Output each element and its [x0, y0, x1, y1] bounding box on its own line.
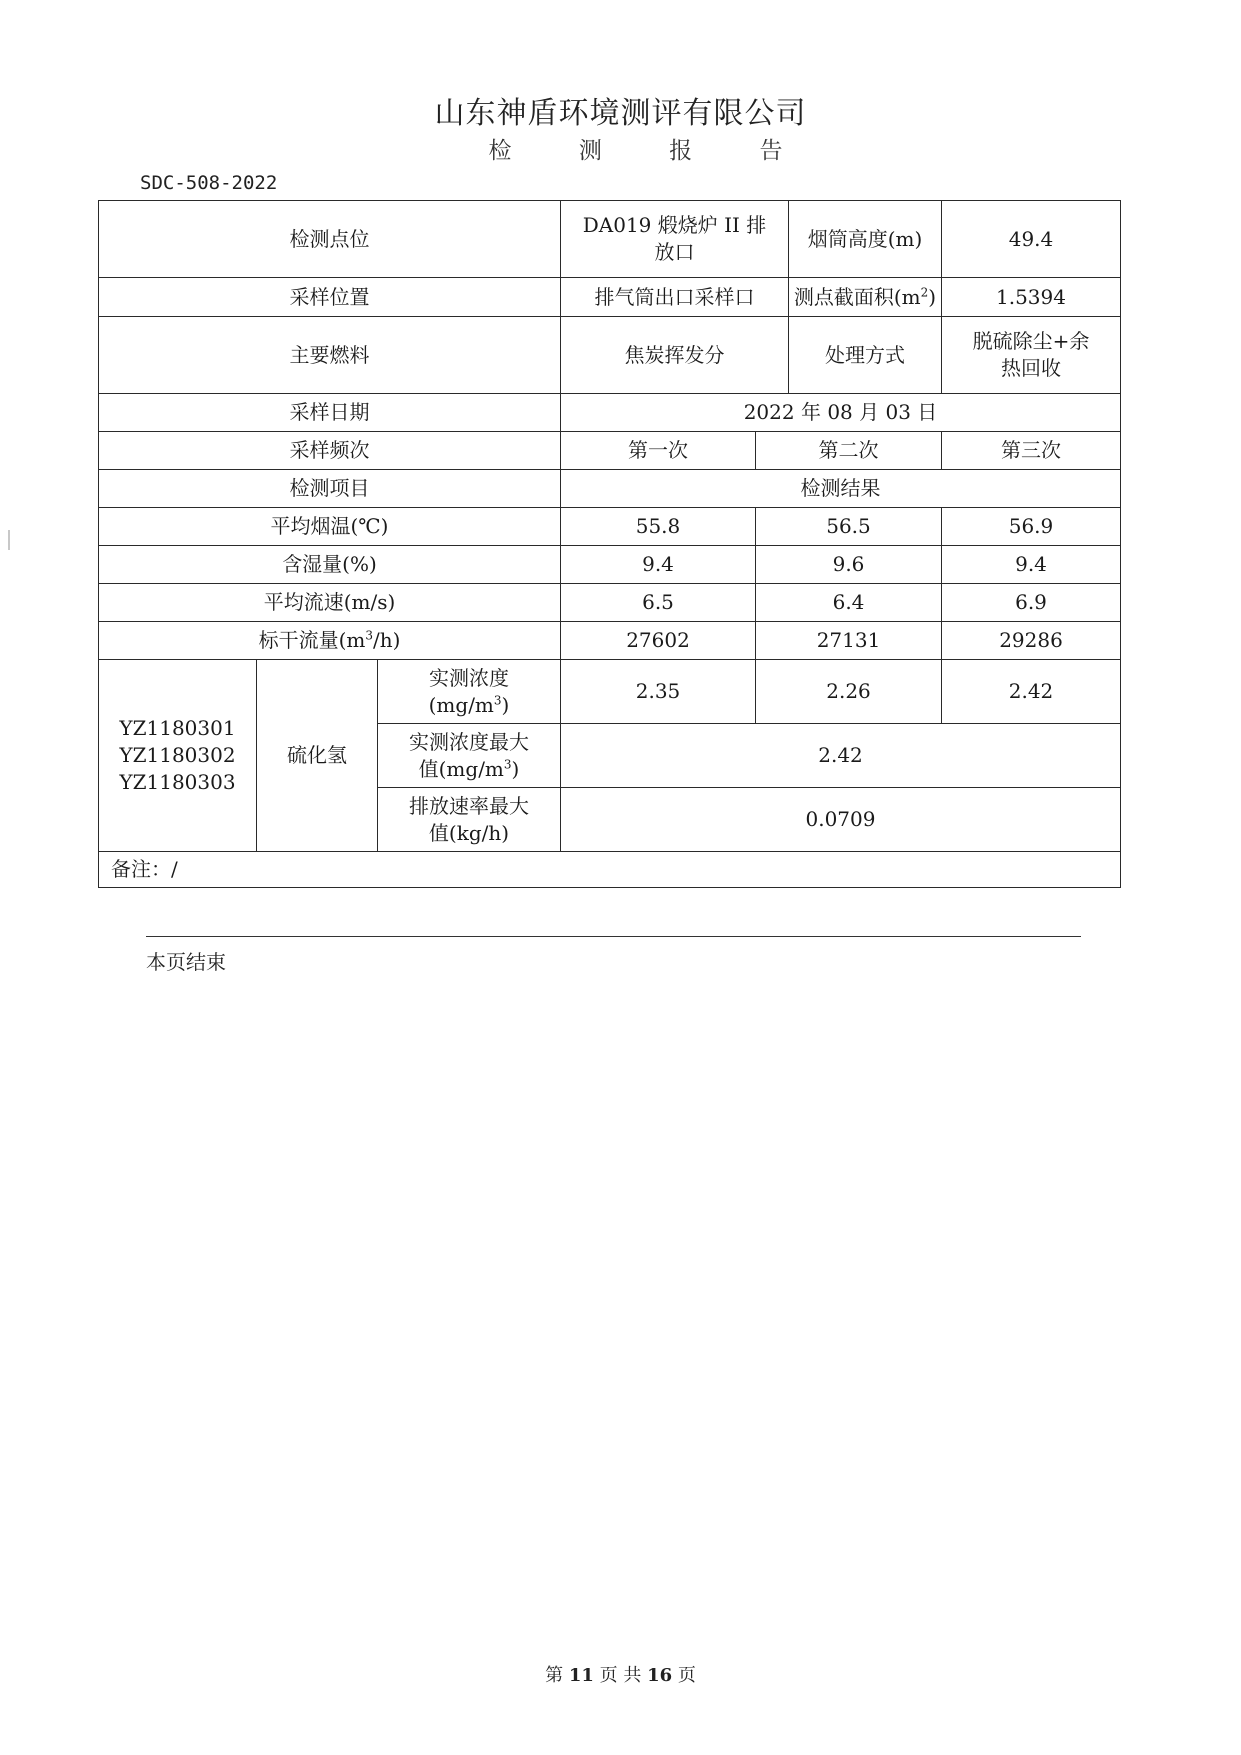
main-fuel-value: 焦炭挥发分 — [561, 317, 789, 393]
measured-conc-label-line1: 实测浓度 — [429, 665, 509, 690]
remarks: 备注：/ — [99, 852, 1121, 888]
param-label — [99, 622, 561, 660]
cross-section-label-suffix: ) — [928, 284, 937, 309]
param-value: 27602 — [561, 622, 756, 660]
param-value: 6.5 — [561, 584, 756, 622]
company-name: 山东神盾环境测评有限公司 — [434, 96, 807, 131]
report-title: 检 测 报 告 — [488, 138, 813, 164]
treatment-value — [942, 317, 1121, 394]
treatment-value-line2: 热回收 — [1001, 356, 1061, 380]
run-3-header: 第三次 — [942, 432, 1121, 470]
param-label-text: 标干流量(m — [258, 628, 366, 652]
param-value: 9.6 — [756, 546, 942, 584]
table-row — [99, 508, 1121, 546]
monitoring-point-value-cell — [561, 201, 789, 277]
max-conc-label-line2 — [381, 756, 557, 783]
max-rate-label-line2: 值(kg/h) — [428, 820, 510, 845]
main-fuel-group — [561, 317, 942, 394]
frequency-label: 采样频次 — [99, 432, 561, 470]
measured-conc-value: 2.26 — [756, 660, 942, 724]
treatment-label: 处理方式 — [825, 342, 905, 367]
page-number — [0, 1661, 1241, 1687]
param-label — [99, 546, 561, 584]
param-label-suffix: /h) — [373, 628, 401, 652]
max-rate-label-line1: 排放速率最大 — [409, 793, 529, 818]
measured-conc-unit-prefix: (mg/m — [428, 692, 494, 717]
max-conc-label — [378, 724, 561, 788]
measured-conc-label — [378, 660, 561, 724]
param-value: 56.9 — [942, 508, 1121, 546]
table-row — [99, 584, 1121, 622]
param-value: 29286 — [942, 622, 1121, 660]
monitoring-point-label: 检测点位 — [99, 201, 561, 278]
pollutant-name: 硫化氢 — [257, 660, 378, 852]
sample-id: YZ1180301 — [119, 716, 236, 740]
treatment-value-line1: 脱硫除尘+余 — [972, 329, 1090, 353]
measured-conc-unit-sup: 3 — [493, 692, 502, 707]
page-prefix: 第 — [545, 1665, 564, 1686]
measured-conc-value: 2.42 — [942, 660, 1121, 724]
max-conc-unit-sup: 3 — [503, 756, 512, 771]
max-conc-value: 2.42 — [561, 724, 1121, 788]
stack-height-label: 烟筒高度(m) — [807, 226, 923, 251]
sampling-location-label: 采样位置 — [99, 278, 561, 317]
cross-section-value: 1.5394 — [942, 278, 1121, 317]
param-value: 9.4 — [561, 546, 756, 584]
table-row — [99, 622, 1121, 660]
param-value: 55.8 — [561, 508, 756, 546]
param-value: 56.5 — [756, 508, 942, 546]
sample-ids — [99, 660, 257, 852]
main-fuel-label: 主要燃料 — [99, 317, 561, 394]
cross-section-label — [789, 278, 942, 316]
max-rate-value: 0.0709 — [561, 788, 1121, 852]
run-2-header: 第二次 — [756, 432, 942, 470]
max-conc-unit-prefix: 值(mg/m — [418, 756, 504, 781]
monitoring-point-value-line2: 放口 — [654, 240, 695, 264]
param-label — [99, 584, 561, 622]
param-label-sup: 3 — [365, 628, 373, 643]
table-row — [99, 546, 1121, 584]
measured-conc-label-line2 — [381, 692, 557, 719]
page-suffix: 页 — [677, 1665, 696, 1686]
page-middle: 页 共 — [599, 1665, 642, 1686]
test-result-label: 检测结果 — [561, 470, 1121, 508]
param-label-text: 平均烟温(℃) — [270, 514, 389, 538]
param-label — [99, 508, 561, 546]
param-value: 9.4 — [942, 546, 1121, 584]
param-value: 6.4 — [756, 584, 942, 622]
measured-conc-value: 2.35 — [561, 660, 756, 724]
current-page: 11 — [568, 1665, 594, 1686]
param-value: 27131 — [756, 622, 942, 660]
sampling-location-value: 排气筒出口采样口 — [561, 278, 789, 316]
end-divider — [146, 936, 1081, 937]
monitoring-point-value-line1: DA019 煅烧炉 II 排 — [582, 213, 767, 237]
sampling-location-group — [561, 278, 942, 317]
document-code: SDC-508-2022 — [140, 172, 278, 194]
cross-section-label-sup: 2 — [920, 284, 929, 299]
sampling-date-value: 2022 年 08 月 03 日 — [561, 394, 1121, 432]
param-label-text: 含湿量(%) — [282, 552, 377, 576]
sampling-date-label: 采样日期 — [99, 394, 561, 432]
monitoring-point-value — [561, 201, 942, 278]
run-1-header: 第一次 — [561, 432, 756, 470]
total-pages: 16 — [647, 1665, 673, 1686]
stack-height-value: 49.4 — [942, 201, 1121, 278]
page-end-note: 本页结束 — [146, 950, 226, 974]
sample-id: YZ1180302 — [119, 743, 236, 767]
max-conc-unit-suffix: ) — [511, 756, 520, 781]
monitoring-results-table — [98, 200, 1121, 888]
max-rate-label — [378, 788, 561, 852]
cross-section-label-prefix: 测点截面积(m — [793, 284, 921, 309]
max-conc-label-line1: 实测浓度最大 — [409, 729, 529, 754]
param-label-text: 平均流速(m/s) — [263, 590, 396, 614]
scan-artifact — [8, 530, 10, 550]
sample-id: YZ1180303 — [119, 770, 236, 794]
measured-conc-unit-suffix: ) — [501, 692, 510, 717]
param-value: 6.9 — [942, 584, 1121, 622]
test-item-label: 检测项目 — [99, 470, 561, 508]
